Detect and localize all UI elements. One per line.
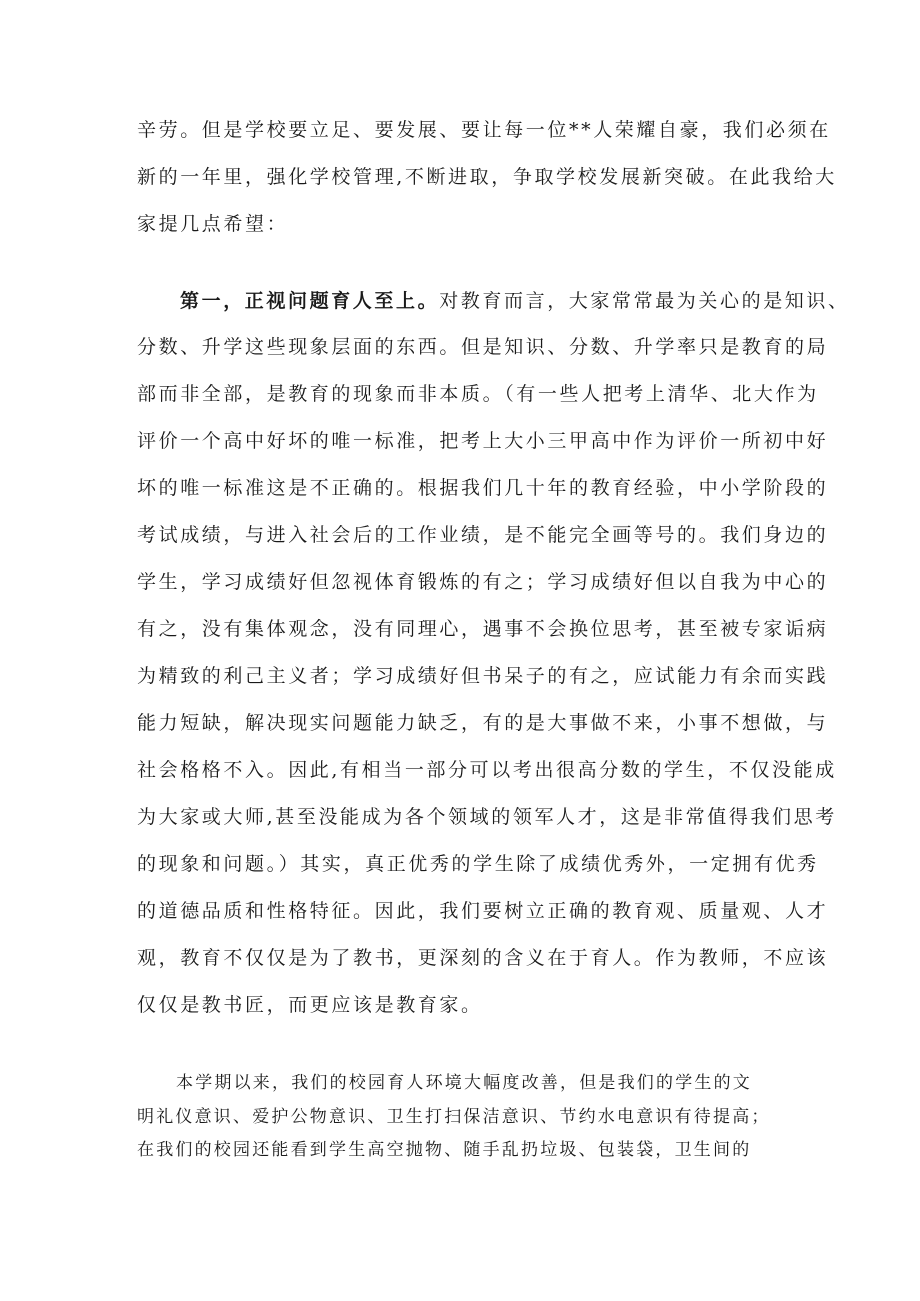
text-line: 本学期以来，我们的校园育人环境大幅度改善，但是我们的学生的文 bbox=[176, 1073, 752, 1093]
text-line: 为大家或大师,甚至没能成为各个领域的领军人才，这是非常值得我们思考 bbox=[137, 806, 837, 828]
text-line: 学生，学习成绩好但忽视体育锻炼的有之；学习成绩好但以自我为中心的 bbox=[137, 571, 829, 593]
section-heading: 第一，正视问题育人至上。 bbox=[180, 290, 440, 312]
text-line: 为精致的利己主义者；学习成绩好但书呆子的有之，应试能力有余而实践 bbox=[137, 665, 829, 687]
text-line: 新的一年里，强化学校管理,不断进取，争取学校发展新突破。在此我给大 bbox=[137, 166, 837, 188]
text-line: 在我们的校园还能看到学生高空抛物、随手乱扔垃圾、包装袋，卫生间的 bbox=[137, 1140, 752, 1160]
text-line: 部而非全部，是教育的现象而非本质。（有一些人把考上清华、北大作为 bbox=[137, 383, 819, 405]
text-span: 对教育而言，大家常常最为关心的是知识、 bbox=[439, 290, 850, 312]
text-line: 能力短缺，解决现实问题能力缺乏，有的是大事做不来，小事不想做，与 bbox=[137, 712, 829, 734]
text-line: 坏的唯一标准这是不正确的。根据我们几十年的教育经验，中小学阶段的 bbox=[137, 477, 829, 499]
text-line: 家提几点希望： bbox=[137, 213, 289, 235]
text-line: 明礼仪意识、爱护公物意识、卫生打扫保洁意识、节约水电意识有待提高； bbox=[137, 1107, 771, 1127]
text-line: 的现象和问题。）其实，真正优秀的学生除了成绩优秀外，一定拥有优秀 bbox=[137, 853, 819, 875]
text-line: 的道德品质和性格特征。因此，我们要树立正确的教育观、质量观、人才 bbox=[137, 900, 829, 922]
text-line: 分数、升学这些现象层面的东西。但是知识、分数、升学率只是教育的局 bbox=[137, 336, 829, 358]
text-line: 观，教育不仅仅是为了教书，更深刻的含义在于育人。作为教师，不应该 bbox=[137, 947, 829, 969]
text-line: 有之，没有集体观念，没有同理心，遇事不会换位思考，甚至被专家诟病 bbox=[137, 618, 829, 640]
text-line: 仅仅是教书匠，而更应该是教育家。 bbox=[137, 994, 483, 1016]
text-line: 社会格格不入。因此,有相当一部分可以考出很高分数的学生，不仅没能成 bbox=[137, 759, 837, 781]
text-line: 辛劳。但是学校要立足、要发展、要让每一位**人荣耀自豪，我们必须在 bbox=[137, 119, 831, 141]
text-line: 考试成绩，与进入社会后的工作业绩，是不能完全画等号的。我们身边的 bbox=[137, 524, 829, 546]
text-line bbox=[180, 288, 850, 314]
text-line: 评价一个高中好坏的唯一标准，把考上大小三甲高中作为评价一所初中好 bbox=[137, 430, 829, 452]
